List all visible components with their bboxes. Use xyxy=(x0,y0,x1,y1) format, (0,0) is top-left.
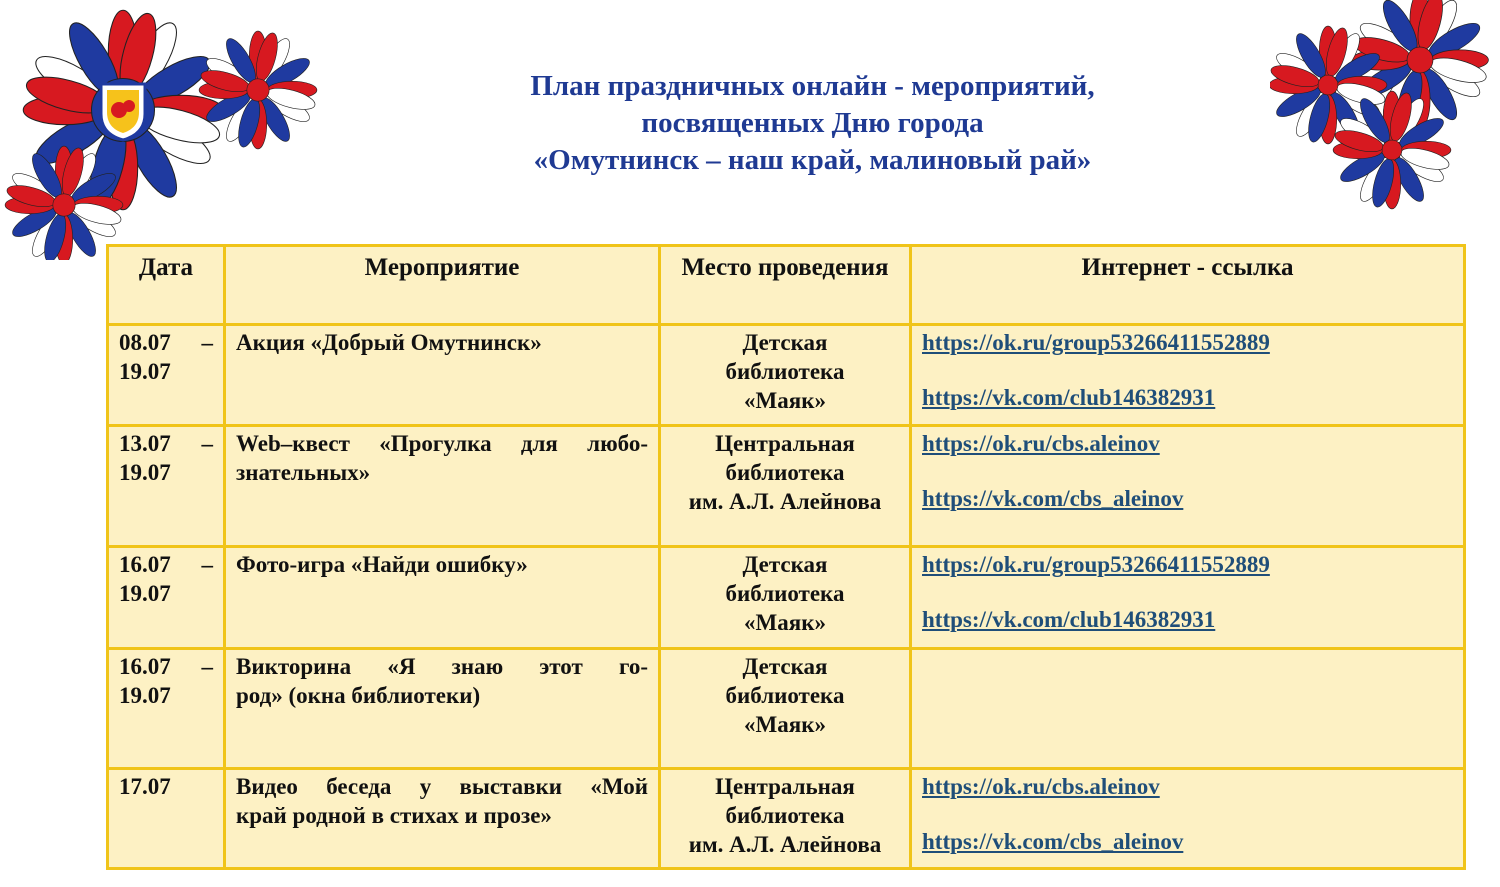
event-line-1: Видео беседа у выставки «Мой xyxy=(236,774,648,799)
place-line-1: Центральная xyxy=(715,431,855,456)
place-line-2: библиотека xyxy=(725,359,845,384)
date-cell xyxy=(108,769,225,869)
date-cell xyxy=(108,426,225,547)
table-row xyxy=(108,426,1465,547)
date-from: 16.07 xyxy=(119,552,171,577)
place-cell xyxy=(660,426,911,547)
place-cell xyxy=(660,649,911,769)
link-cell xyxy=(911,325,1465,426)
vk-link[interactable]: https://vk.com/club146382931 xyxy=(922,385,1216,410)
date-to: 19.07 xyxy=(119,359,171,384)
place-cell xyxy=(660,769,911,869)
event-line-2: край родной в стихах и прозе» xyxy=(236,803,552,828)
date-from: 08.07 xyxy=(119,330,171,355)
flower-cluster-right xyxy=(1270,0,1500,210)
place-line-1: Детская xyxy=(742,552,828,577)
event-cell xyxy=(225,426,660,547)
date-dash: – xyxy=(201,552,213,577)
event-text: Акция «Добрый Омутнинск» xyxy=(236,330,542,355)
place-cell xyxy=(660,547,911,649)
place-line-2: библиотека xyxy=(725,803,845,828)
date-to: 19.07 xyxy=(119,581,171,606)
date-dash: – xyxy=(201,330,213,355)
header-link: Интернет - ссылка xyxy=(911,246,1465,325)
table-header-row xyxy=(108,246,1465,325)
header-date: Дата xyxy=(108,246,225,325)
place-line-3: «Маяк» xyxy=(744,712,826,737)
date-cell xyxy=(108,649,225,769)
table-row xyxy=(108,769,1465,869)
events-table xyxy=(106,244,1466,870)
title-line-2: посвященных Дню города xyxy=(641,107,984,139)
event-cell xyxy=(225,325,660,426)
table-row xyxy=(108,649,1465,769)
vk-link[interactable]: https://vk.com/cbs_aleinov xyxy=(922,829,1184,854)
ok-link[interactable]: https://ok.ru/cbs.aleinov xyxy=(922,431,1160,456)
place-line-3: им. А.Л. Алейнова xyxy=(688,489,882,514)
link-cell-empty xyxy=(911,649,1465,769)
event-line-1: Web–квест «Прогулка для любо- xyxy=(236,431,648,456)
vk-link[interactable]: https://vk.com/club146382931 xyxy=(922,607,1216,632)
event-cell xyxy=(225,769,660,869)
table-row xyxy=(108,547,1465,649)
title-line-1: План праздничных онлайн - мероприятий, xyxy=(530,70,1095,102)
date-cell xyxy=(108,325,225,426)
place-line-2: библиотека xyxy=(725,683,845,708)
vk-link[interactable]: https://vk.com/cbs_aleinov xyxy=(922,486,1184,511)
place-cell xyxy=(660,325,911,426)
place-line-1: Центральная xyxy=(715,774,855,799)
place-line-2: библиотека xyxy=(725,460,845,485)
event-line-2: род» (окна библиотеки) xyxy=(236,683,481,708)
event-cell xyxy=(225,547,660,649)
event-line-2: знательных» xyxy=(236,460,371,485)
link-cell xyxy=(911,426,1465,547)
date-to: 19.07 xyxy=(119,460,171,485)
place-line-2: библиотека xyxy=(725,581,845,606)
event-text: Фото-игра «Найди ошибку» xyxy=(236,552,528,577)
flower-cluster-left xyxy=(0,0,320,260)
place-line-3: «Маяк» xyxy=(744,388,826,413)
date-from: 13.07 xyxy=(119,431,171,456)
event-line-1: Викторина «Я знаю этот го- xyxy=(236,654,648,679)
date-from: 17.07 xyxy=(119,774,171,799)
page-title xyxy=(360,68,1265,179)
place-line-1: Детская xyxy=(742,330,828,355)
ok-link[interactable]: https://ok.ru/cbs.aleinov xyxy=(922,774,1160,799)
coat-of-arms-icon xyxy=(101,84,145,140)
date-dash: – xyxy=(201,431,213,456)
link-cell xyxy=(911,769,1465,869)
date-cell xyxy=(108,547,225,649)
header-event: Мероприятие xyxy=(225,246,660,325)
date-from: 16.07 xyxy=(119,654,171,679)
title-line-3: «Омутнинск – наш край, малиновый рай» xyxy=(533,144,1092,176)
place-line-3: им. А.Л. Алейнова xyxy=(688,832,882,857)
ok-link[interactable]: https://ok.ru/group53266411552889 xyxy=(922,330,1270,355)
event-cell xyxy=(225,649,660,769)
date-dash: – xyxy=(201,654,213,679)
link-cell xyxy=(911,547,1465,649)
place-line-3: «Маяк» xyxy=(744,610,826,635)
table-row xyxy=(108,325,1465,426)
place-line-1: Детская xyxy=(742,654,828,679)
header-place: Место проведения xyxy=(660,246,911,325)
ok-link[interactable]: https://ok.ru/group53266411552889 xyxy=(922,552,1270,577)
date-to: 19.07 xyxy=(119,683,171,708)
